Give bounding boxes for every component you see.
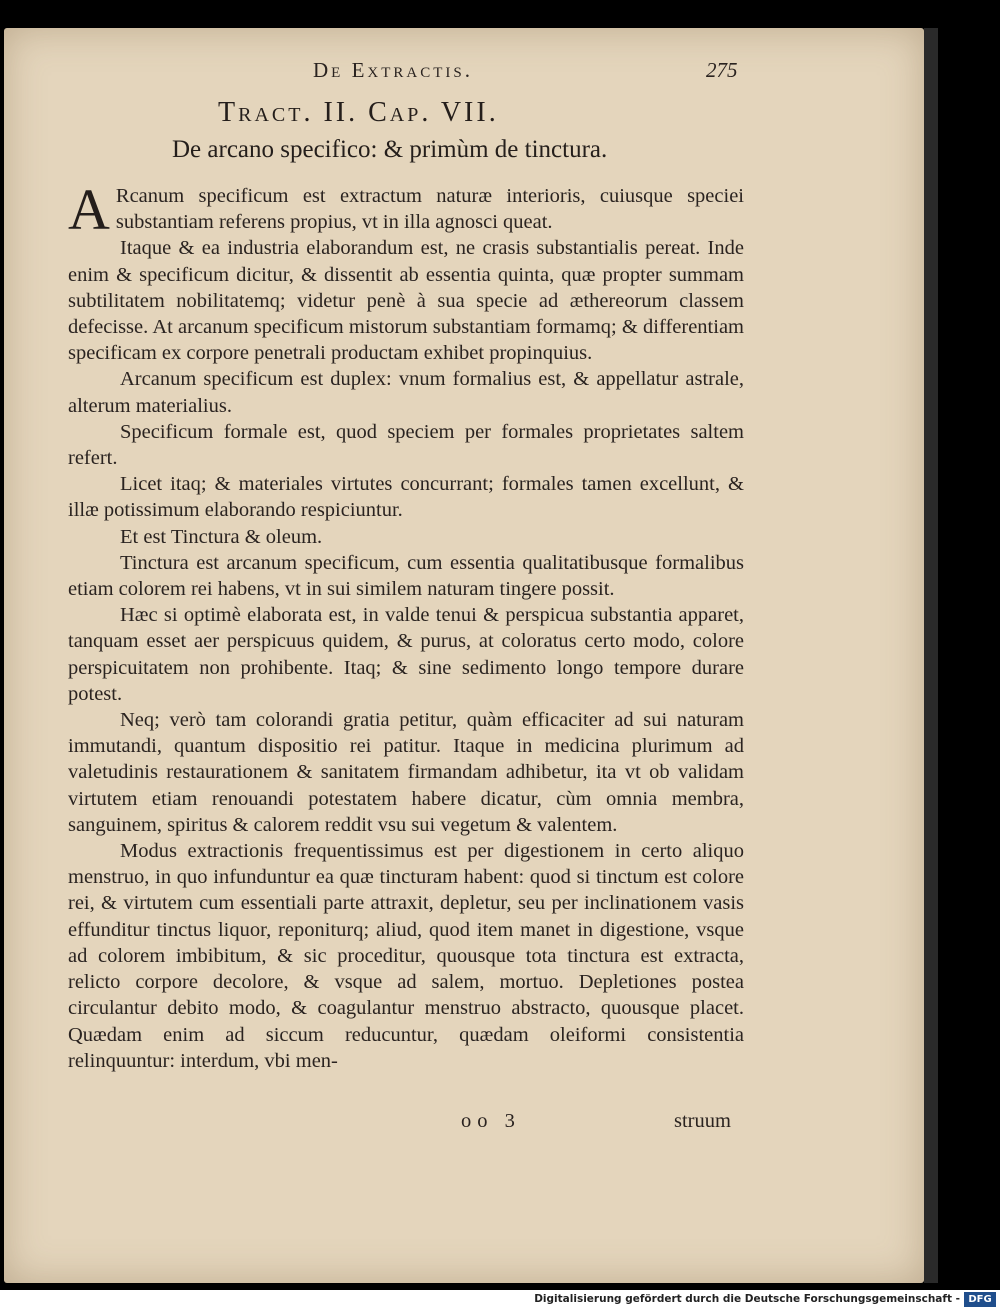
signature-mark: oo 3	[461, 1110, 521, 1132]
page-number: 275	[706, 58, 738, 82]
viewer-edge	[924, 28, 938, 1283]
footer-credit: Digitalisierung gefördert durch die Deutsche Forschungsgemeinschaft -	[534, 1293, 960, 1305]
catchword: struum	[674, 1110, 731, 1132]
paragraph: Et est Tinctura & oleum.	[120, 525, 323, 548]
paragraph: Modus extractionis frequentissimus est per digestionem in certo aliquo menstruo, in quo infunduntur ea quæ tincturam habent: quod si tinctum est colore rei, & virtutem cum essentiali parte attraxit, depletur, seu per inclinationem vasis effunditur tinctus liquor, reponiturq; aliud, quod item manet in digestione, vsque ad colorem imbibitum, & sic proceditur, quousque tota tinctura est extracta, relicto corpore decolore, & vsque ad salem, mortuo. Depletiones postea circulantur debito modo, & coagulantur menstruo abstracto, quousque placet. Quædam enim ad siccum reducuntur, quædam oleiformi consistentia relinquuntur: interdum, vbi men-	[68, 840, 744, 1072]
body-text	[68, 177, 744, 1074]
paragraph: Arcanum specificum est duplex: vnum formalius est, & appellatur astrale, alterum materialius.	[68, 368, 744, 417]
catchword-line	[0, 1110, 1000, 1138]
dfg-logo-icon[interactable]: DFG	[964, 1292, 996, 1307]
paragraph: Tinctura est arcanum specificum, cum essentia qualitatibusque formalibus etiam colorem rei habens, vt in sui similem naturam tingere possit.	[68, 551, 744, 601]
paragraph: Hæc si optimè elaborata est, in valde tenui & perspicua substantia apparet, tanquam esset aer perspicuus quidem, & purus, at coloratus certo modo, colore perspicuitatem non prohibente. Itaq; & sine sedimento longo tempore durare potest.	[68, 604, 744, 705]
paragraph: Licet itaq; & materiales virtutes concurrant; formales tamen excellunt, & illæ potissimum elaborando respiciuntur.	[68, 473, 744, 522]
running-head	[0, 58, 1000, 88]
running-head-title: De Extractis.	[313, 58, 473, 82]
paragraph	[68, 177, 744, 242]
chapter-heading: De arcano specifico: & primùm de tinctura.	[172, 136, 608, 163]
paragraph: Specificum formale est, quod speciem per formales proprietates saltem refert.	[68, 420, 744, 470]
paragraph: Itaque & ea industria elaborandum est, ne crasis substantialis pereat. Inde enim & specificum dicitur, & dissentit ab essentia quinta, quæ propter summam subtilitatem nobilitatemq; videtur penè à sua specie ad æthereorum classem defecisse. At arcanum specificum mistorum substantiam formamq; & differentiam specificam ex corpore penetrali productam exhibet propinquius.	[68, 237, 744, 365]
paragraph: Neq; verò tam colorandi gratia petitur, quàm efficaciter ad sui naturam immutandi, quantum dispositio rei patitur. Itaque in medicina plurimum ad valetudinis restaurationem & sanitatem firmandam adhibetur, ita vt ob validam virtutem etiam renouandi potestatem habere dicatur, cùm omnia membra, sanguinem, spiritus & calorem reddit vsu sui vegetum & valentem.	[68, 709, 744, 836]
tract-title: Tract. II. Cap. VII.	[218, 97, 499, 128]
paragraph-text: Rcanum specificum est extractum naturæ interioris, cuiusque speciei substantiam referens propius, vt in illa agnosci queat.	[115, 185, 744, 234]
footer-bar	[0, 1290, 1000, 1310]
drop-cap: A	[68, 177, 110, 242]
